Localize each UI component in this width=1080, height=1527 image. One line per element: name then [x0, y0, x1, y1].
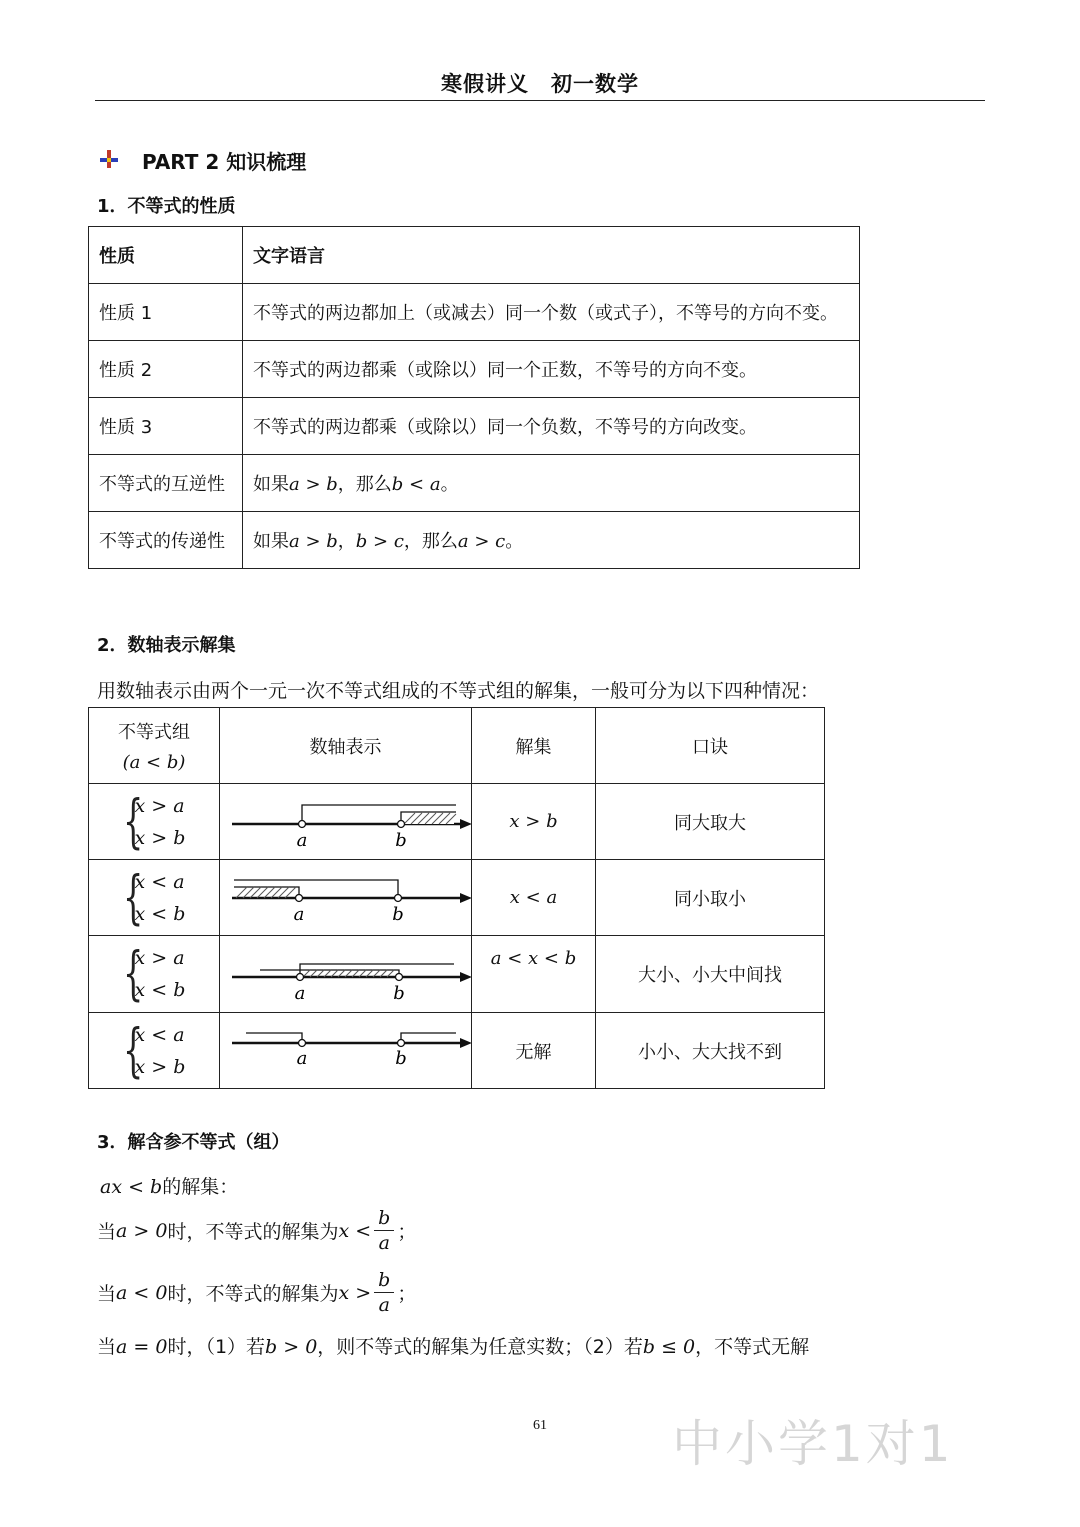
property-text: [243, 512, 860, 569]
inequality: x < a: [134, 1023, 185, 1046]
system-cell: [89, 1013, 220, 1089]
number-line-cell: [220, 860, 472, 936]
header-cell: 口诀: [596, 708, 825, 784]
property-name: 不等式的传递性: [89, 512, 243, 569]
point-b-label: b: [392, 904, 404, 925]
fraction: [374, 1206, 394, 1255]
inequality: x < b: [134, 902, 186, 925]
number-line-cell: [220, 784, 472, 860]
header-math: (a < b): [122, 752, 186, 773]
table-row: [89, 341, 860, 398]
watermark: 中小学1对1: [672, 1415, 954, 1473]
solution-cell: 无解: [472, 1013, 596, 1089]
number-line-diagram: [220, 1013, 471, 1083]
part-title: PART 2 知识梳理: [142, 150, 307, 174]
section-2-title: 2．数轴表示解集: [97, 635, 236, 656]
text: ，: [337, 531, 356, 552]
math: a > b: [289, 531, 338, 552]
table-row: [89, 708, 825, 784]
brace-icon: {: [122, 786, 143, 855]
text: 当: [97, 1283, 117, 1305]
text: ，则不等式的解集为任意实数；（2）若: [317, 1336, 643, 1358]
table-row: [89, 784, 825, 860]
table-row: [89, 227, 860, 284]
table-row: [89, 860, 825, 936]
property-name: 性质 1: [89, 284, 243, 341]
math: x <: [338, 1219, 372, 1242]
brace-icon: {: [122, 862, 143, 931]
section-3-intro: [100, 1172, 238, 1199]
case-2: [97, 1268, 416, 1317]
text: 的解集：: [162, 1176, 239, 1198]
page-header: 寒假讲义 初一数学: [441, 72, 639, 96]
system-cell: [89, 936, 220, 1013]
number-line-diagram: [220, 860, 471, 930]
math: b ≤ 0: [642, 1336, 696, 1358]
text: 。: [440, 474, 459, 495]
property-name: 不等式的互逆性: [89, 455, 243, 512]
numerator: b: [374, 1268, 394, 1293]
inequality: x > b: [134, 826, 186, 849]
point-a-label: a: [296, 1048, 308, 1069]
header-rule: [95, 100, 985, 101]
text: 时，不等式的解集为: [167, 1221, 339, 1243]
property-text: [243, 455, 860, 512]
header-cell: 性质: [89, 227, 243, 284]
property-name: 性质 3: [89, 398, 243, 455]
denominator: a: [378, 1232, 390, 1254]
inequality: x < b: [134, 979, 186, 1001]
point-a-label: a: [294, 983, 306, 1004]
header-text: 不等式组: [118, 722, 190, 743]
math: a > c: [457, 531, 506, 552]
number-line-table: [88, 707, 825, 1089]
table-row: [89, 1013, 825, 1089]
denominator: a: [378, 1294, 390, 1316]
fraction: [374, 1268, 394, 1317]
brace-icon: {: [122, 1015, 143, 1084]
math: a < 0: [116, 1281, 168, 1304]
point-a-label: a: [296, 830, 308, 851]
text: ，那么: [403, 531, 458, 552]
math: a = 0: [116, 1336, 168, 1358]
table-row: [89, 512, 860, 569]
header-cell: [89, 708, 220, 784]
colored-bullet-icon: [100, 150, 118, 168]
case-1: [97, 1206, 416, 1255]
text: ，那么: [337, 474, 392, 495]
math: b > c: [355, 531, 404, 552]
point-a-label: a: [293, 904, 305, 925]
point-b-label: b: [395, 830, 407, 851]
table-row: [89, 284, 860, 341]
section-2-intro: 用数轴表示由两个一元一次不等式组成的不等式组的解集，一般可分为以下四种情况：: [97, 680, 820, 702]
numerator: b: [374, 1206, 394, 1231]
math: x >: [338, 1281, 372, 1304]
section-1-title: 1．不等式的性质: [97, 196, 236, 217]
text: 如果: [253, 474, 289, 495]
text: 。: [505, 531, 524, 552]
number-line-cell: [220, 1013, 472, 1089]
number-line-cell: [220, 936, 472, 1013]
text: 当: [97, 1221, 117, 1243]
system-cell: [89, 784, 220, 860]
point-b-label: b: [393, 983, 405, 1004]
case-3: [97, 1332, 809, 1359]
header-cell: 解集: [472, 708, 596, 784]
math: ax < b: [100, 1176, 163, 1198]
inequality: x > a: [134, 947, 185, 969]
property-text: 不等式的两边都加上（或减去）同一个数（或式子），不等号的方向不变。: [243, 284, 860, 341]
inequality: x < a: [134, 870, 185, 893]
properties-table: [88, 226, 860, 569]
system-cell: [89, 860, 220, 936]
point-b-label: b: [395, 1048, 407, 1069]
table-row: [89, 936, 825, 1013]
table-row: [89, 398, 860, 455]
text: 时，不等式的解集为: [167, 1283, 339, 1305]
solution-cell: a < x < b: [472, 936, 596, 1013]
header-cell: 文字语言: [243, 227, 860, 284]
section-3-title: 3．解含参不等式（组）: [97, 1132, 290, 1153]
solution-cell: x < a: [472, 860, 596, 936]
math: a > b: [289, 474, 338, 495]
text: 如果: [253, 531, 289, 552]
property-name: 性质 2: [89, 341, 243, 398]
inequality: x > a: [134, 794, 185, 817]
text: ；: [397, 1221, 417, 1243]
text: 当: [97, 1336, 117, 1358]
number-line-diagram: [220, 784, 471, 854]
math: b > 0: [265, 1336, 318, 1358]
property-text: 不等式的两边都乘（或除以）同一个负数，不等号的方向改变。: [243, 398, 860, 455]
solution-cell: x > b: [472, 784, 596, 860]
property-text: 不等式的两边都乘（或除以）同一个正数，不等号的方向不变。: [243, 341, 860, 398]
rhyme-cell: 同小取小: [596, 860, 825, 936]
number-line-diagram: [220, 936, 471, 1007]
rhyme-cell: 同大取大: [596, 784, 825, 860]
text: ；: [397, 1283, 417, 1305]
inequality: x > b: [134, 1055, 186, 1078]
text: 时，（1）若: [167, 1336, 266, 1358]
rhyme-cell: 小小、大大找不到: [596, 1013, 825, 1089]
header-cell: 数轴表示: [220, 708, 472, 784]
page-number: 61: [533, 1418, 547, 1433]
table-row: [89, 455, 860, 512]
brace-icon: {: [122, 939, 143, 1007]
math: a > 0: [116, 1219, 168, 1242]
rhyme-cell: 大小、小大中间找: [596, 936, 825, 1013]
text: ，不等式无解: [695, 1336, 810, 1358]
math: b < a: [391, 474, 441, 495]
